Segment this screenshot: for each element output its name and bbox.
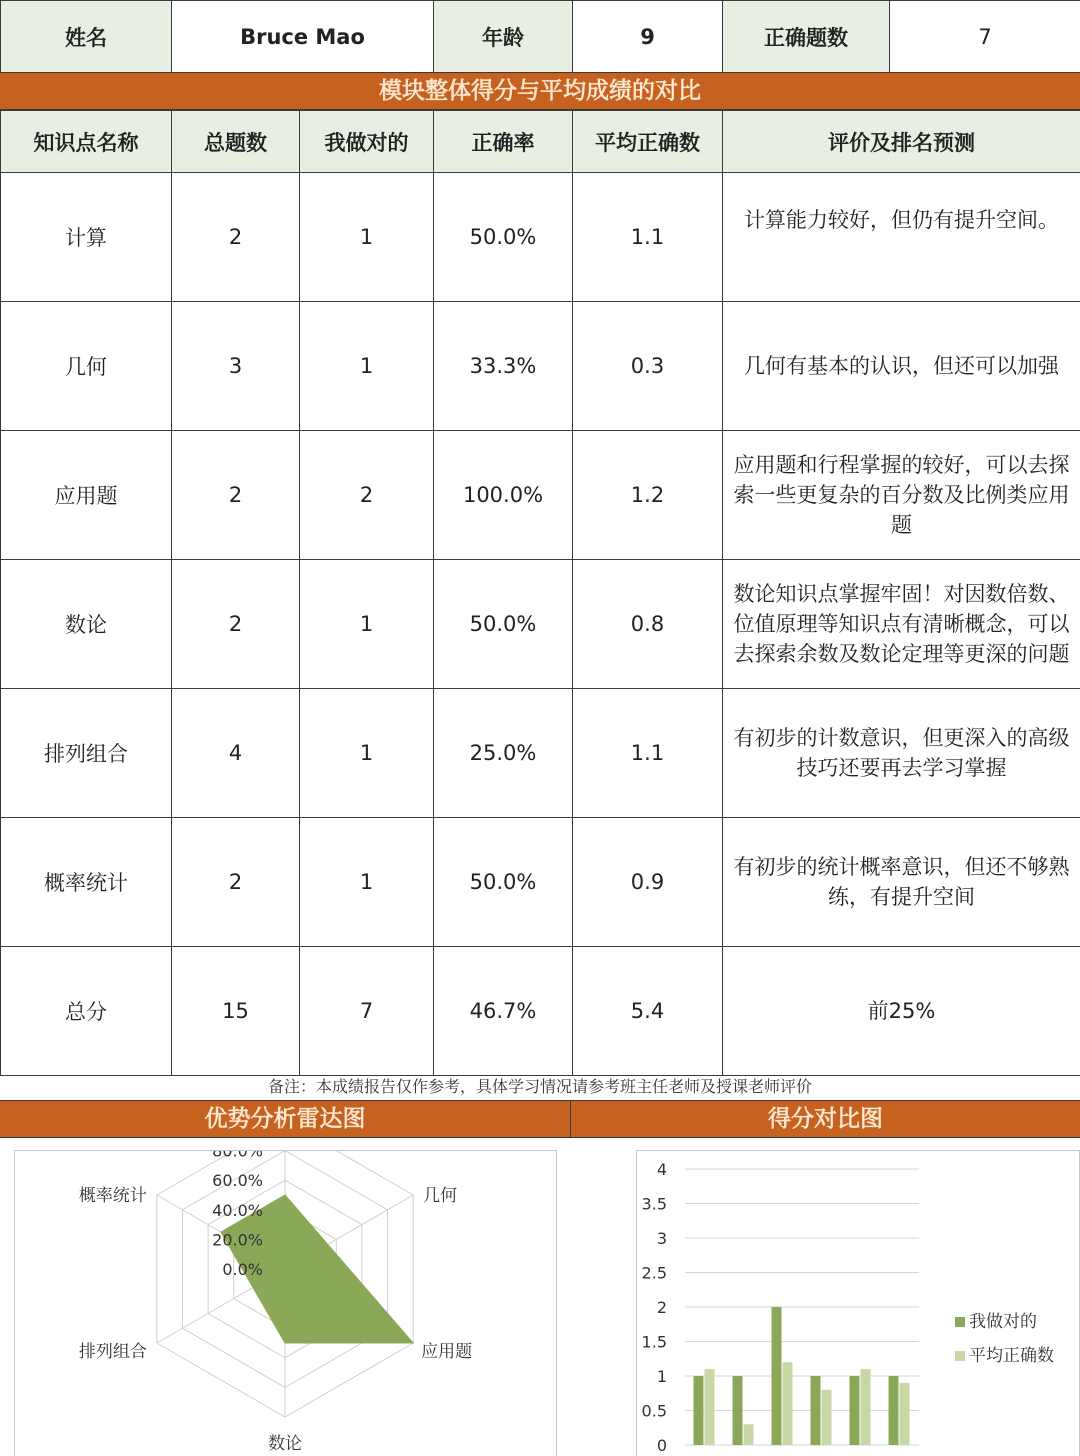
correct-answers: 1 [300, 560, 434, 689]
correct-answers: 1 [300, 818, 434, 947]
bar-average [861, 1369, 871, 1445]
bar-y-tick-label: 2 [656, 1298, 667, 1317]
evaluation-comment: 应用题和行程掌握的较好，可以去探索一些更复杂的百分数及比例类应用题 [723, 431, 1080, 560]
column-header: 知识点名称 [1, 111, 172, 173]
bar-correct [772, 1307, 782, 1445]
column-header: 总题数 [172, 111, 300, 173]
radar-tick-label: 0.0% [222, 1260, 263, 1279]
bar-correct [811, 1376, 821, 1445]
bar-chart-title: 得分对比图 [768, 1106, 883, 1132]
bar-average [783, 1362, 793, 1445]
bar-y-tick-label: 1.5 [641, 1332, 667, 1352]
accuracy-rate: 33.3% [434, 302, 573, 431]
student-info-table [0, 0, 1080, 73]
ranking-prediction: 前25% [723, 947, 1080, 1076]
accuracy-rate: 50.0% [434, 818, 573, 947]
name-label: 姓名 [1, 1, 172, 73]
chart-titles-band [0, 1100, 1080, 1138]
disclaimer-note: 备注：本成绩报告仅作参考，具体学习情况请参考班主任老师及授课老师评价 [267, 1077, 812, 1096]
average-correct: 0.9 [573, 818, 723, 947]
column-header: 平均正确数 [573, 111, 723, 173]
total-questions: 15 [172, 947, 300, 1076]
radar-chart-panel [14, 1150, 557, 1456]
table-row [1, 302, 1080, 431]
bar-average [822, 1390, 832, 1445]
total-questions: 3 [172, 302, 300, 431]
topic-name: 应用题 [1, 431, 172, 560]
accuracy-rate: 50.0% [434, 173, 573, 302]
evaluation-comment: 数论知识点掌握牢固！对因数倍数、位值原理等知识点有清晰概念，可以去探索余数及数论定理等更深的问题 [723, 560, 1080, 689]
radar-axis-label: 概率统计 [78, 1186, 147, 1206]
average-correct: 0.3 [573, 302, 723, 431]
table-header-row [1, 111, 1080, 173]
total-questions: 2 [172, 173, 300, 302]
evaluation-comment: 几何有基本的认识，但还可以加强 [723, 302, 1080, 431]
radar-axis-label: 应用题 [421, 1342, 473, 1362]
module-score-table [0, 110, 1080, 1076]
topic-name: 总分 [1, 947, 172, 1076]
radar-tick-label: 40.0% [212, 1200, 263, 1220]
total-questions: 2 [172, 560, 300, 689]
topic-name: 几何 [1, 302, 172, 431]
bar-correct [889, 1376, 899, 1445]
table-row [1, 689, 1080, 818]
age-label: 年龄 [434, 1, 573, 73]
correct-count-label: 正确题数 [723, 1, 890, 73]
topic-name: 数论 [1, 560, 172, 689]
bar-y-tick-label: 1 [656, 1367, 667, 1386]
correct-answers: 1 [300, 689, 434, 818]
bar-y-tick-label: 0.5 [641, 1401, 667, 1421]
bar-y-tick-label: 2.5 [641, 1263, 667, 1283]
legend-label: 平均正确数 [969, 1346, 1054, 1366]
age-value: 9 [573, 1, 723, 73]
bar-y-tick-label: 0 [656, 1436, 667, 1455]
radar-axis-label: 数论 [268, 1434, 302, 1454]
column-header: 正确率 [434, 111, 573, 173]
correct-answers: 1 [300, 302, 434, 431]
average-correct: 0.8 [573, 560, 723, 689]
table-row [1, 173, 1080, 302]
average-correct: 1.2 [573, 431, 723, 560]
radar-tick-label: 20.0% [212, 1230, 263, 1250]
table-row [1, 818, 1080, 947]
correct-answers: 2 [300, 431, 434, 560]
total-questions: 2 [172, 818, 300, 947]
bar-correct [733, 1376, 743, 1445]
accuracy-rate: 50.0% [434, 560, 573, 689]
legend-swatch [955, 1351, 965, 1361]
evaluation-comment: 有初步的统计概率意识，但还不够熟练，有提升空间 [723, 818, 1080, 947]
radar-chart-title: 优势分析雷达图 [0, 1101, 571, 1137]
radar-tick-label: 60.0% [212, 1171, 263, 1191]
topic-name: 计算 [1, 173, 172, 302]
bar-chart-panel [636, 1150, 1080, 1456]
average-correct: 1.1 [573, 173, 723, 302]
evaluation-comment: 有初步的计数意识，但更深入的高级技巧还要再去学习掌握 [723, 689, 1080, 818]
bar-average [900, 1383, 910, 1445]
total-row [1, 947, 1080, 1076]
average-correct: 5.4 [573, 947, 723, 1076]
bar-y-tick-label: 3.5 [641, 1194, 667, 1214]
topic-name: 概率统计 [1, 818, 172, 947]
accuracy-rate: 100.0% [434, 431, 573, 560]
bar-chart [637, 1151, 1079, 1456]
legend-label: 我做对的 [969, 1312, 1037, 1332]
total-questions: 4 [172, 689, 300, 818]
average-correct: 1.1 [573, 689, 723, 818]
radar-axis-label: 排列组合 [78, 1342, 147, 1362]
bar-average [705, 1369, 715, 1445]
name-value: Bruce Mao [172, 1, 434, 73]
accuracy-rate: 46.7% [434, 947, 573, 1076]
radar-tick-label: 80.0% [212, 1151, 263, 1161]
section-title-comparison: 模块整体得分与平均成绩的对比 [0, 72, 1080, 110]
correct-answers: 7 [300, 947, 434, 1076]
evaluation-comment: 计算能力较好，但仍有提升空间。 [723, 173, 1080, 302]
bar-correct [694, 1376, 704, 1445]
table-row [1, 560, 1080, 689]
column-header: 评价及排名预测 [723, 111, 1080, 173]
legend-swatch [955, 1317, 965, 1327]
bar-y-tick-label: 3 [656, 1229, 667, 1248]
radar-axis-label: 几何 [423, 1186, 458, 1206]
correct-answers: 1 [300, 173, 434, 302]
total-questions: 2 [172, 431, 300, 560]
bar-y-tick-label: 4 [656, 1160, 667, 1179]
table-row [1, 431, 1080, 560]
bar-average [744, 1424, 754, 1445]
column-header: 我做对的 [300, 111, 434, 173]
correct-count-value: 7 [890, 1, 1080, 73]
bar-correct [850, 1376, 860, 1445]
topic-name: 排列组合 [1, 689, 172, 818]
accuracy-rate: 25.0% [434, 689, 573, 818]
radar-chart [15, 1151, 556, 1456]
